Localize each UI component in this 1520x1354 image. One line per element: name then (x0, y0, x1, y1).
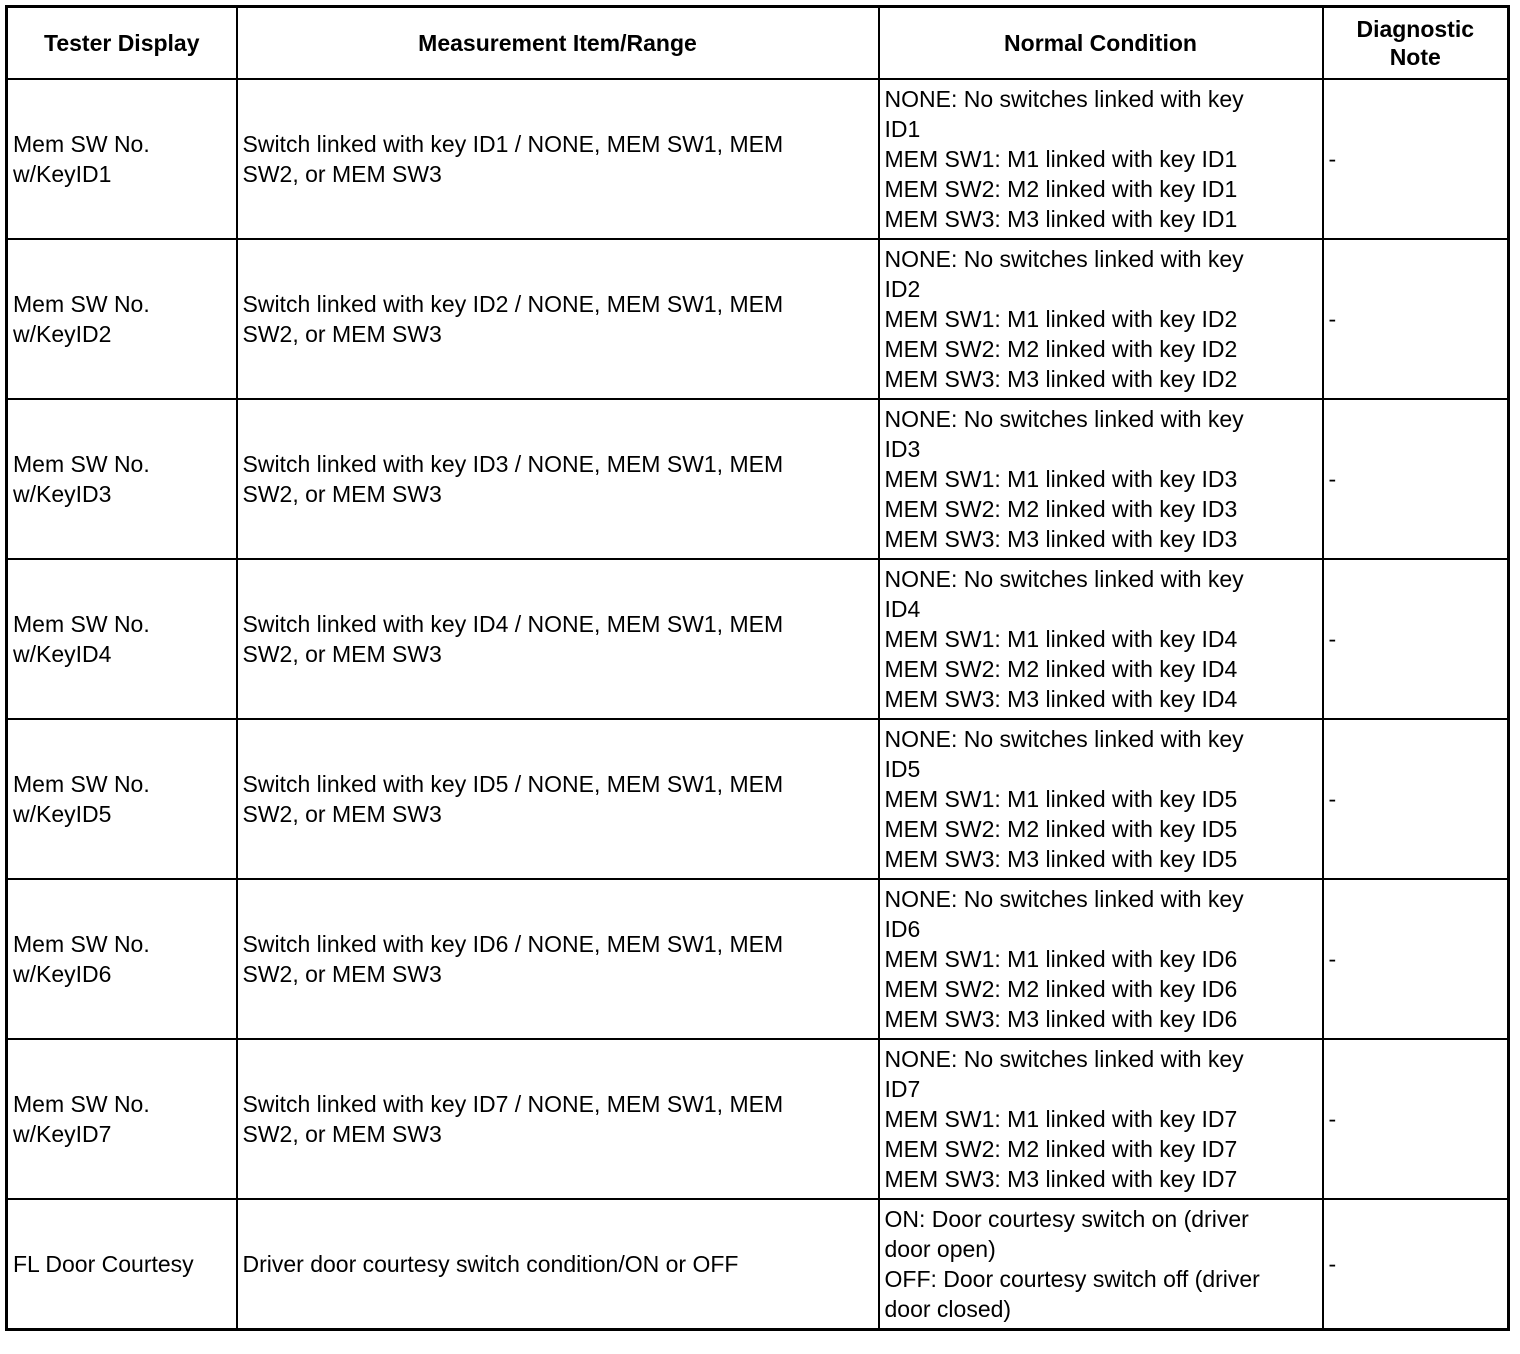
table-row (7, 719, 1509, 879)
cell-normal-condition (879, 399, 1323, 559)
measurement-text: Switch linked with key ID5 / NONE, MEM SW1, MEM (242, 771, 784, 797)
cell-diagnostic-note: - (1323, 1039, 1509, 1199)
cell-measurement (237, 79, 879, 239)
condition-line: MEM SW1: M1 linked with key ID7 (884, 1106, 1238, 1132)
condition-line: MEM SW1: M1 linked with key ID2 (884, 306, 1238, 332)
condition-line: MEM SW2: M2 linked with key ID1 (884, 176, 1238, 202)
header-diagnostic-note-line2: Note (1389, 44, 1441, 70)
condition-line: OFF: Door courtesy switch off (driver (884, 1266, 1260, 1292)
condition-line: MEM SW2: M2 linked with key ID7 (884, 1136, 1238, 1162)
table-body (7, 79, 1509, 1330)
cell-measurement (237, 1199, 879, 1330)
cell-measurement (237, 239, 879, 399)
condition-line: MEM SW1: M1 linked with key ID4 (884, 626, 1238, 652)
cell-diagnostic-note: - (1323, 79, 1509, 239)
condition-line: NONE: No switches linked with key (884, 726, 1244, 752)
cell-normal-condition (879, 879, 1323, 1039)
cell-normal-condition (879, 719, 1323, 879)
cell-tester-display (7, 239, 237, 399)
condition-line: door closed) (884, 1296, 1012, 1322)
cell-measurement (237, 1039, 879, 1199)
condition-line: NONE: No switches linked with key (884, 1046, 1244, 1072)
tester-display-text: w/KeyID1 (13, 161, 112, 187)
measurement-text: SW2, or MEM SW3 (242, 641, 442, 667)
condition-line: MEM SW2: M2 linked with key ID5 (884, 816, 1238, 842)
cell-measurement (237, 559, 879, 719)
cell-tester-display (7, 1039, 237, 1199)
condition-line: MEM SW3: M3 linked with key ID1 (884, 206, 1238, 232)
measurement-text: SW2, or MEM SW3 (242, 481, 442, 507)
tester-display-text: Mem SW No. (13, 1091, 150, 1117)
condition-line: ID5 (884, 756, 921, 782)
condition-line: MEM SW3: M3 linked with key ID4 (884, 686, 1238, 712)
measurement-text: SW2, or MEM SW3 (242, 961, 442, 987)
cell-normal-condition (879, 79, 1323, 239)
measurement-text: SW2, or MEM SW3 (242, 801, 442, 827)
table-row (7, 1039, 1509, 1199)
cell-normal-condition (879, 1199, 1323, 1330)
condition-line: ID4 (884, 596, 921, 622)
condition-line: NONE: No switches linked with key (884, 406, 1244, 432)
tester-display-text: Mem SW No. (13, 131, 150, 157)
measurement-text: SW2, or MEM SW3 (242, 161, 442, 187)
table-row (7, 559, 1509, 719)
cell-tester-display (7, 79, 237, 239)
cell-tester-display (7, 719, 237, 879)
condition-line: MEM SW1: M1 linked with key ID5 (884, 786, 1238, 812)
table-row (7, 399, 1509, 559)
condition-line: door open) (884, 1236, 996, 1262)
condition-line: ID3 (884, 436, 921, 462)
condition-line: MEM SW1: M1 linked with key ID3 (884, 466, 1238, 492)
header-tester-display: Tester Display (7, 7, 237, 80)
measurement-text: SW2, or MEM SW3 (242, 1121, 442, 1147)
condition-line: MEM SW1: M1 linked with key ID1 (884, 146, 1238, 172)
condition-line: MEM SW3: M3 linked with key ID6 (884, 1006, 1238, 1032)
condition-line: MEM SW3: M3 linked with key ID3 (884, 526, 1238, 552)
condition-line: ID2 (884, 276, 921, 302)
condition-line: NONE: No switches linked with key (884, 86, 1244, 112)
condition-line: MEM SW2: M2 linked with key ID4 (884, 656, 1238, 682)
cell-tester-display (7, 1199, 237, 1330)
cell-normal-condition (879, 559, 1323, 719)
tester-display-text: w/KeyID7 (13, 1121, 112, 1147)
measurement-text: Switch linked with key ID4 / NONE, MEM SW1, MEM (242, 611, 784, 637)
cell-tester-display (7, 879, 237, 1039)
cell-measurement (237, 879, 879, 1039)
condition-line: ON: Door courtesy switch on (driver (884, 1206, 1249, 1232)
cell-diagnostic-note: - (1323, 559, 1509, 719)
condition-line: MEM SW3: M3 linked with key ID2 (884, 366, 1238, 392)
cell-tester-display (7, 399, 237, 559)
condition-line: ID6 (884, 916, 921, 942)
condition-line: MEM SW1: M1 linked with key ID6 (884, 946, 1238, 972)
tester-display-text: w/KeyID5 (13, 801, 112, 827)
data-list-table (5, 5, 1510, 1331)
measurement-text: Switch linked with key ID2 / NONE, MEM SW1, MEM (242, 291, 784, 317)
condition-line: NONE: No switches linked with key (884, 886, 1244, 912)
measurement-text: Driver door courtesy switch condition/ON or OFF (242, 1251, 739, 1277)
table-row (7, 239, 1509, 399)
condition-line: MEM SW2: M2 linked with key ID6 (884, 976, 1238, 1002)
header-row (7, 7, 1509, 80)
tester-display-text: Mem SW No. (13, 451, 150, 477)
header-diagnostic-note (1323, 7, 1509, 80)
measurement-text: Switch linked with key ID3 / NONE, MEM SW1, MEM (242, 451, 784, 477)
tester-display-text: Mem SW No. (13, 611, 150, 637)
tester-display-text: Mem SW No. (13, 771, 150, 797)
tester-display-text: Mem SW No. (13, 931, 150, 957)
cell-diagnostic-note: - (1323, 719, 1509, 879)
cell-measurement (237, 399, 879, 559)
cell-diagnostic-note: - (1323, 239, 1509, 399)
condition-line: NONE: No switches linked with key (884, 566, 1244, 592)
cell-measurement (237, 719, 879, 879)
header-measurement: Measurement Item/Range (237, 7, 879, 80)
condition-line: MEM SW2: M2 linked with key ID2 (884, 336, 1238, 362)
cell-diagnostic-note: - (1323, 399, 1509, 559)
tester-display-text: w/KeyID6 (13, 961, 112, 987)
condition-line: ID7 (884, 1076, 921, 1102)
tester-display-text: FL Door Courtesy (13, 1251, 194, 1277)
table-row (7, 879, 1509, 1039)
table-row (7, 1199, 1509, 1330)
tester-display-text: Mem SW No. (13, 291, 150, 317)
measurement-text: Switch linked with key ID6 / NONE, MEM SW1, MEM (242, 931, 784, 957)
table-row (7, 79, 1509, 239)
cell-normal-condition (879, 239, 1323, 399)
header-diagnostic-note-line1: Diagnostic (1356, 16, 1475, 42)
tester-display-text: w/KeyID3 (13, 481, 112, 507)
cell-normal-condition (879, 1039, 1323, 1199)
condition-line: ID1 (884, 116, 921, 142)
condition-line: MEM SW3: M3 linked with key ID7 (884, 1166, 1238, 1192)
tester-display-text: w/KeyID4 (13, 641, 112, 667)
measurement-text: SW2, or MEM SW3 (242, 321, 442, 347)
cell-diagnostic-note: - (1323, 1199, 1509, 1330)
measurement-text: Switch linked with key ID7 / NONE, MEM SW1, MEM (242, 1091, 784, 1117)
cell-diagnostic-note: - (1323, 879, 1509, 1039)
condition-line: NONE: No switches linked with key (884, 246, 1244, 272)
tester-display-text: w/KeyID2 (13, 321, 112, 347)
header-normal-condition: Normal Condition (879, 7, 1323, 80)
condition-line: MEM SW3: M3 linked with key ID5 (884, 846, 1238, 872)
measurement-text: Switch linked with key ID1 / NONE, MEM SW1, MEM (242, 131, 784, 157)
condition-line: MEM SW2: M2 linked with key ID3 (884, 496, 1238, 522)
cell-tester-display (7, 559, 237, 719)
